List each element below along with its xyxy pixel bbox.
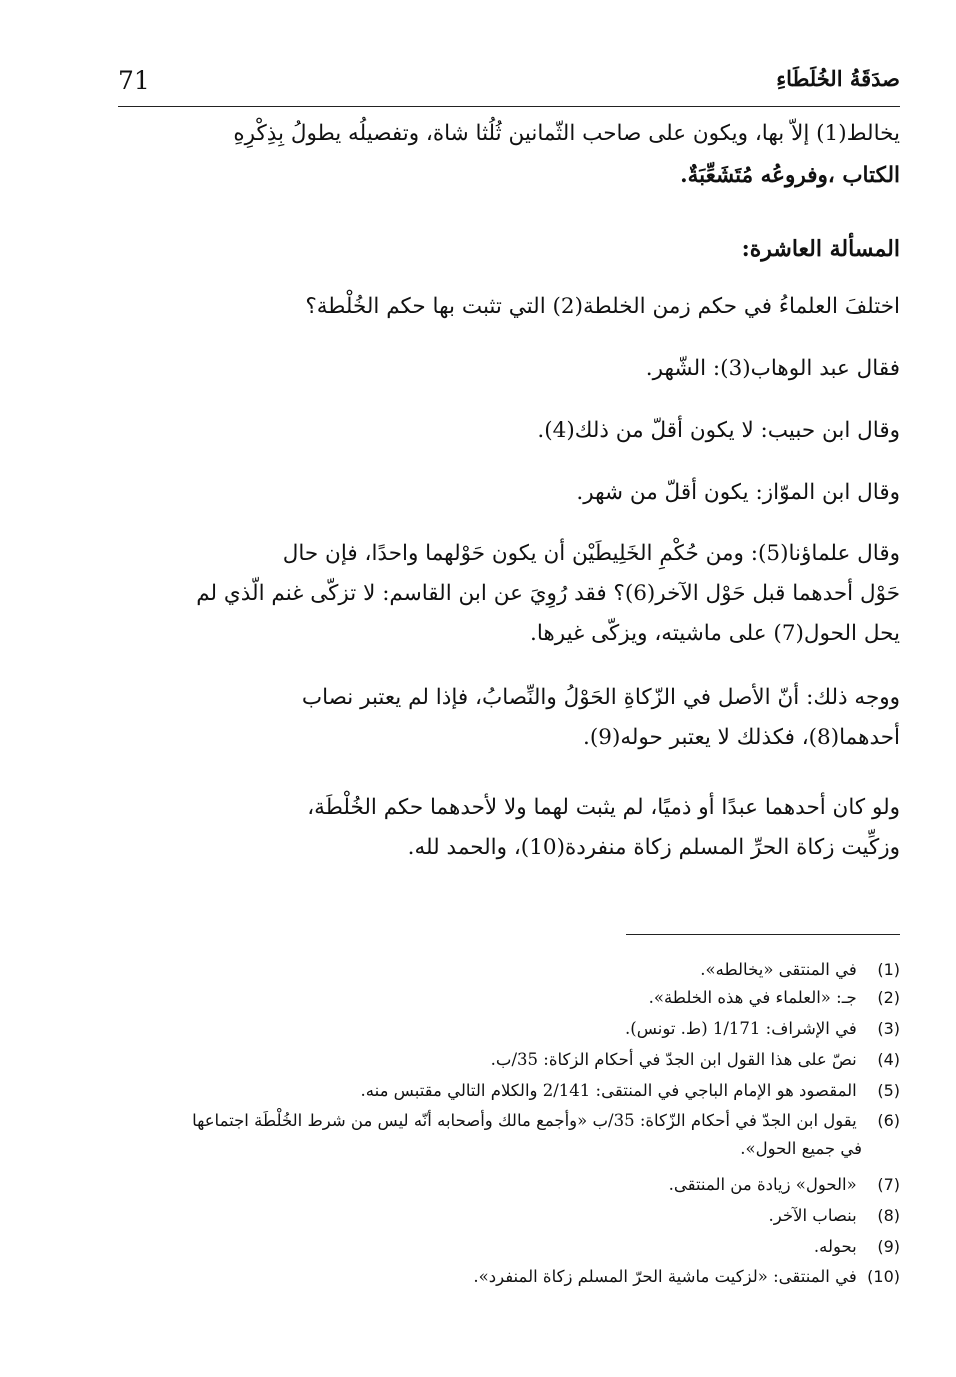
paragraph-1: اختلفَ العلماءُ في حكم زمن الخلطة(2) التي تثبت بها حكم الخُلْطة؟ [305, 294, 900, 319]
footnote-text: يقول ابن الجدّ في أحكام الزّكاة: 35/ب «وأجمع مالك وأصحابه أنّه ليس من شرط الخُلْطَة اجتماعها [192, 1111, 857, 1130]
paragraph-5-line-2: حَوْل أحدهما قبل حَوْل الآخر(6)؟ فقد رُوِيَ عن ابن القاسم: لا تزكّى غنم الّذي لم [196, 581, 900, 606]
footnote-separator [626, 934, 900, 935]
footnote-text: المقصود هو الإمام الباجي في المنتقى: 2/141 والكلام التالي مقتبس منه. [360, 1081, 857, 1100]
running-title: صدَقَةُ الخُلَطَاءِ [776, 66, 900, 91]
paragraph-5-line-1: وقال علماؤنا(5): ومن حُكْمِ الخَلِيطَيْن أن يكون حَوْلهما واحدًا، فإن حال [282, 541, 900, 566]
footnote-6 [118, 1107, 900, 1134]
footnote-text: في المنتقى «يخالطه». [700, 960, 857, 979]
paragraph-6-line-2: أحدهما(8)، فكذلك لا يعتبر حوله(9). [583, 725, 900, 750]
intro-line-2: الكتاب ،وفروعُه مُتَشَعِّبَةٌ. [680, 163, 900, 188]
footnote-text: في الإشراف: 1/171 (ط. تونس). [625, 1019, 857, 1038]
paragraph-6-line-1: ووجه ذلك: أنّ الأصل في الزّكاةِ الحَوْلُ والنِّصابُ، فإذا لم يعتبر نصاب [301, 685, 900, 710]
intro-line-1: يخالط(1) إلاّ بها، ويكون على صاحب الثّمانين ثُلُثا شاة، وتفصيلُه يطولُ بِذِكْرِهِ [233, 121, 900, 146]
page-header [118, 62, 900, 107]
footnote-10 [118, 1263, 900, 1290]
footnote-text: في المنتقى: «لزكيت ماشية الحرّ المسلم زكاة المنفرد». [473, 1267, 857, 1286]
page-number: 71 [118, 66, 150, 95]
footnote-text: جـ: «العلماء في هذه الخلطة». [648, 988, 857, 1007]
footnote-number: (7) [877, 1175, 900, 1194]
paragraph-2: فقال عبد الوهاب(3): الشّهر. [645, 356, 900, 381]
footnote-text: نصّ على هذا القول ابن الجدّ في أحكام الزكاة: 35/ب. [490, 1050, 857, 1069]
footnote-7 [118, 1171, 900, 1198]
paragraph-3: وقال ابن حبيب: لا يكون أقلّ من ذلك(4). [537, 418, 900, 443]
paragraph-7-line-1: ولو كان أحدهما عبدًا أو ذميًا، لم يثبت لهما ولا لأحدهما حكم الخُلْطَة، [307, 795, 900, 820]
footnote-4 [118, 1046, 900, 1073]
footnote-number: (10) [867, 1267, 900, 1286]
footnote-text: بحوله. [813, 1237, 857, 1256]
footnote-number: (2) [877, 988, 900, 1007]
footnote-6-continuation: في جميع الحول». [740, 1139, 862, 1158]
paragraph-5-line-3: يحل الحول(7) على ماشيته، ويزكّى غيرها. [529, 621, 900, 646]
footnote-9 [118, 1233, 900, 1260]
footnote-number: (9) [877, 1237, 900, 1256]
footnote-text: «الحول» زيادة من المنتقى. [668, 1175, 857, 1194]
footnote-2 [118, 984, 900, 1011]
footnote-3 [118, 1015, 900, 1042]
footnote-8 [118, 1202, 900, 1229]
footnote-5 [118, 1077, 900, 1104]
footnote-1 [118, 956, 900, 983]
paragraph-7-line-2: وزكِّيت زكاة الحرِّ المسلم زكاة منفردة(10)، والحمد لله. [407, 835, 900, 860]
footnote-number: (1) [877, 960, 900, 979]
paragraph-4: وقال ابن الموّاز: يكون أقلّ من شهر. [576, 480, 900, 505]
footnote-number: (3) [877, 1019, 900, 1038]
section-heading: المسألة العاشرة: [741, 236, 900, 262]
footnote-number: (6) [877, 1111, 900, 1130]
footnote-number: (5) [877, 1081, 900, 1100]
footnote-number: (8) [877, 1206, 900, 1225]
footnote-text: بنصاب الآخر. [768, 1206, 857, 1225]
footnote-number: (4) [877, 1050, 900, 1069]
